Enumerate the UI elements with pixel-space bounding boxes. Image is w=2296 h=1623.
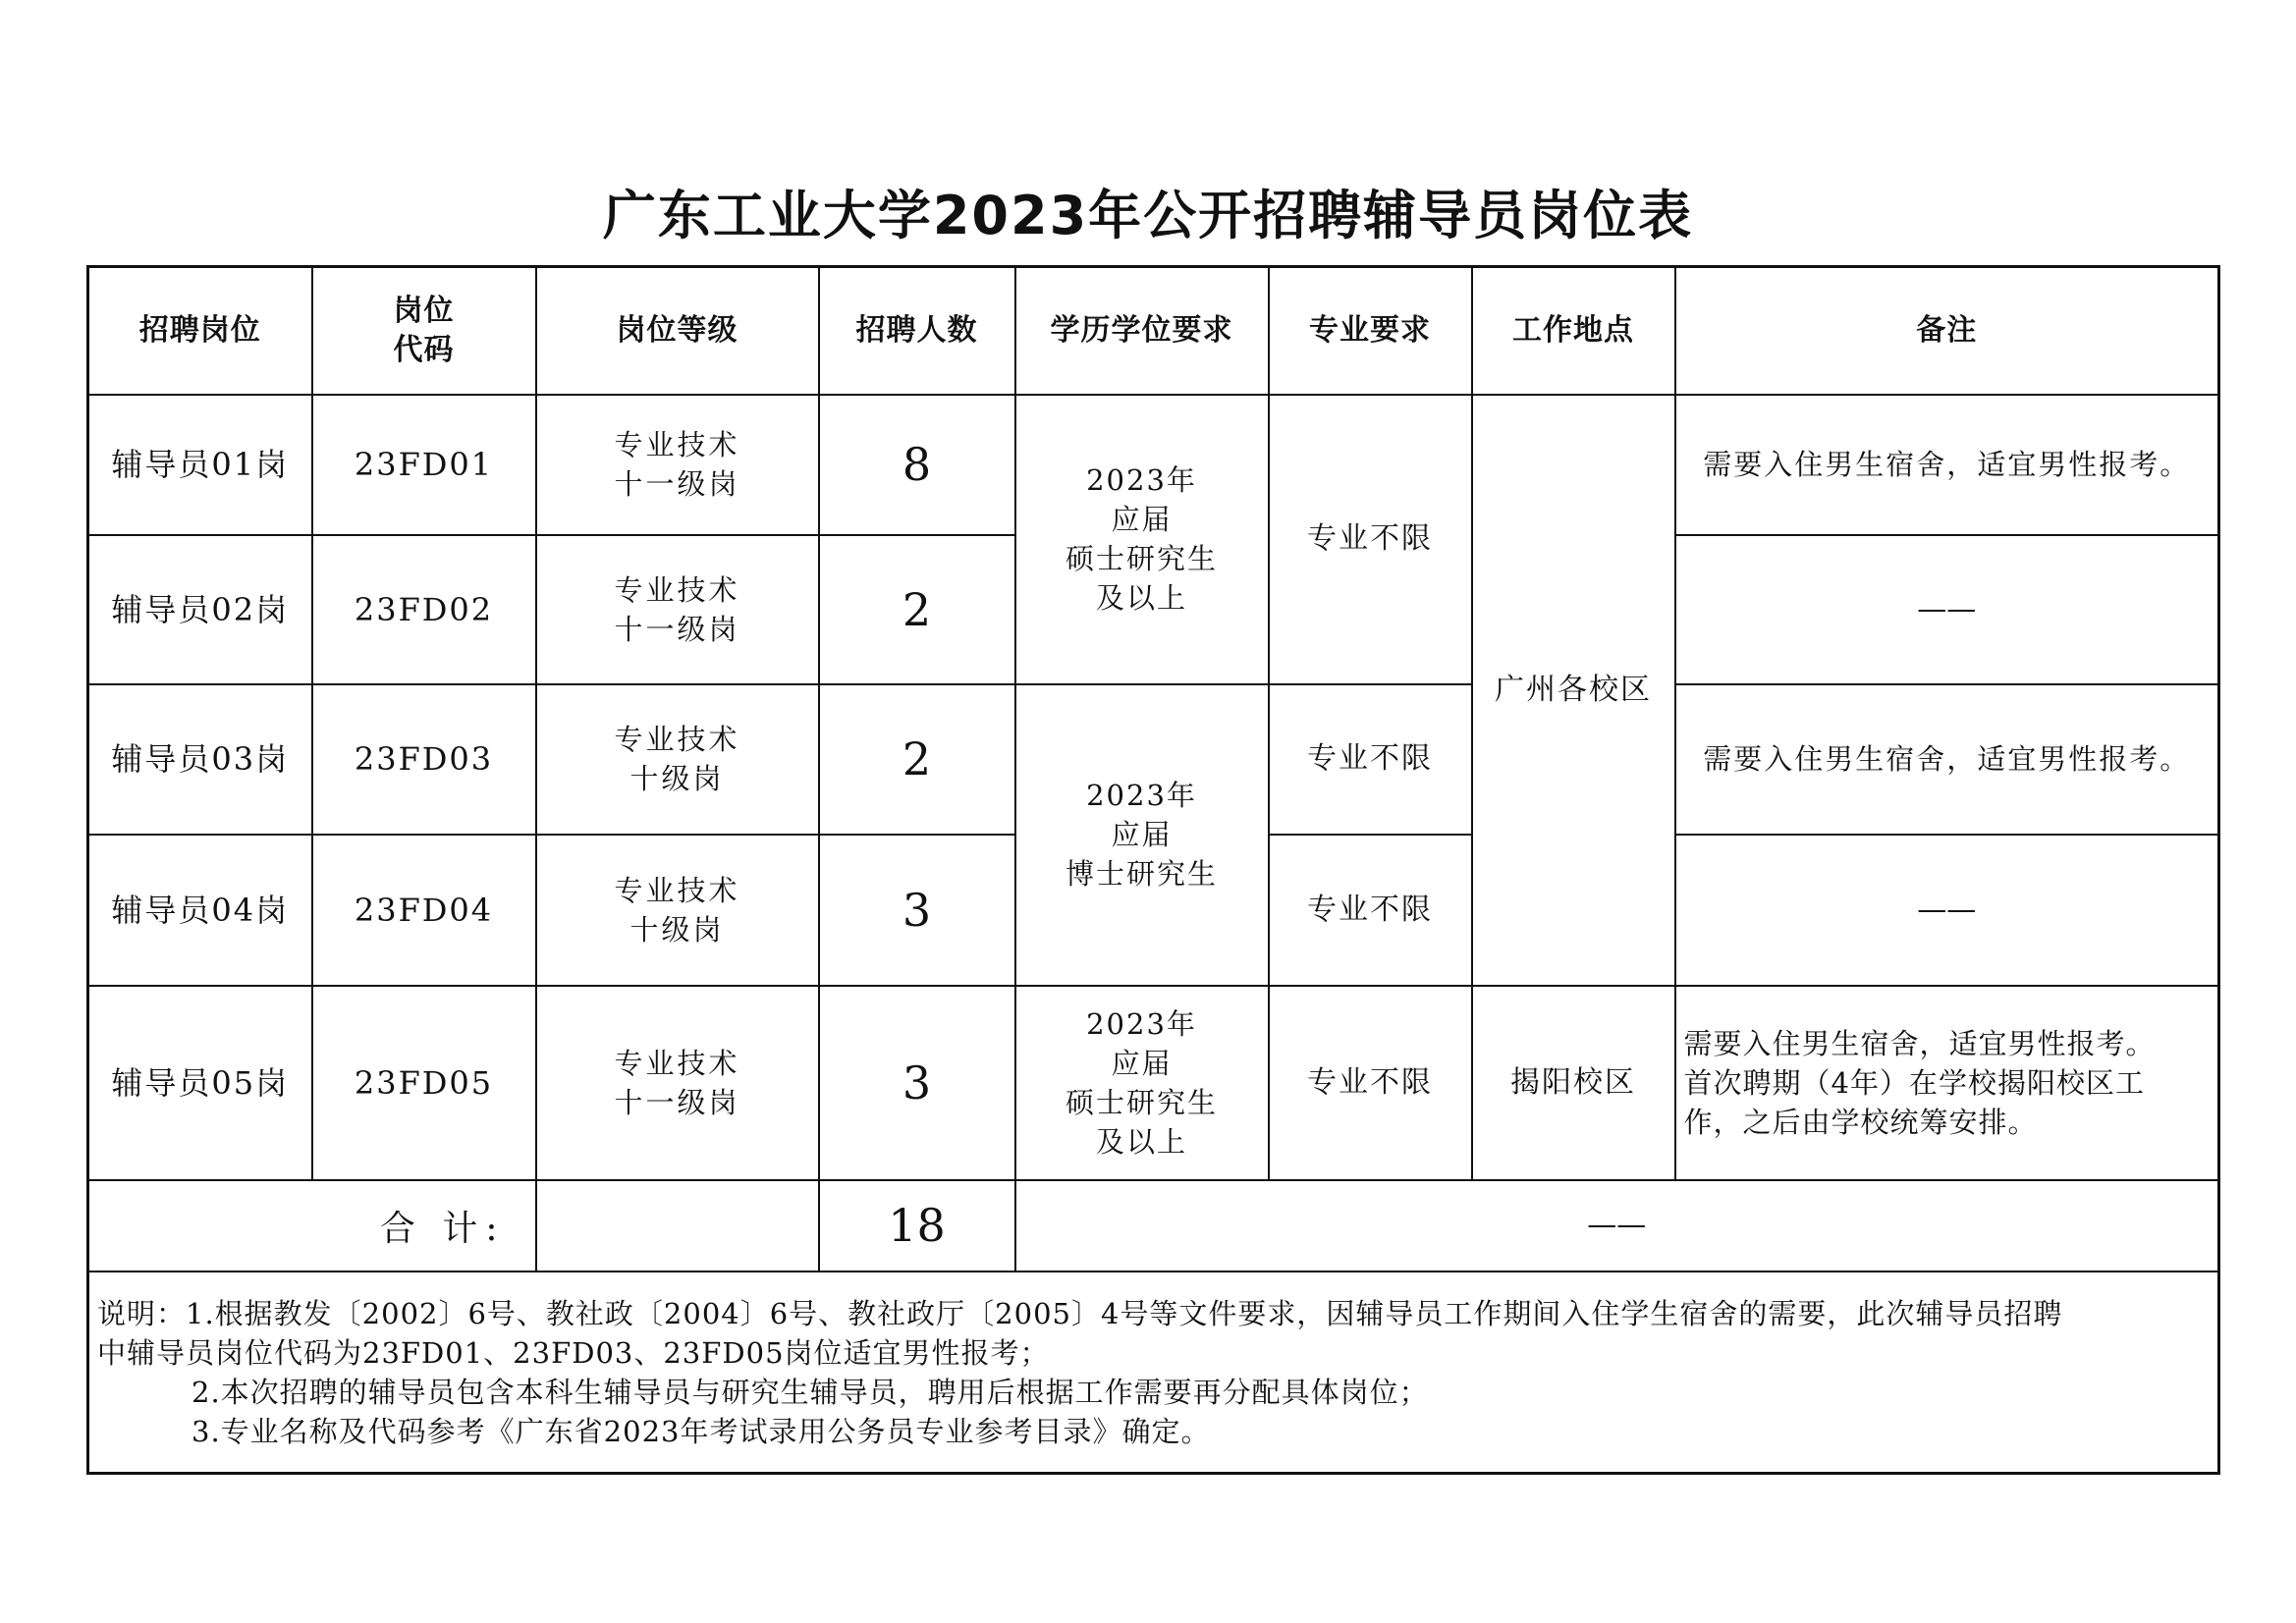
- row4-remark: ——: [1675, 835, 2219, 986]
- row4-grade: [536, 835, 819, 986]
- total-count: 18: [819, 1180, 1015, 1271]
- row3-position: 辅导员03岗: [88, 684, 312, 835]
- edu-a-line2: 应届: [1111, 503, 1173, 536]
- row5-edu-line4: 及以上: [1095, 1124, 1187, 1159]
- row1-count: 8: [819, 395, 1015, 535]
- notes-cell: [88, 1271, 2219, 1474]
- row5-count: 3: [819, 986, 1015, 1180]
- row3-code: 23FD03: [312, 684, 536, 835]
- header-row: [88, 267, 2219, 395]
- row3-grade-line1: 专业技术: [614, 723, 740, 756]
- header-position: 招聘岗位: [88, 267, 312, 395]
- note-line3: 2.本次招聘的辅导员包含本科生辅导员与研究生辅导员，聘用后根据工作需要再分配具体岗位；: [191, 1375, 1429, 1409]
- major-merged-a: 专业不限: [1269, 395, 1472, 684]
- header-remark: 备注: [1675, 267, 2219, 395]
- row5-grade-line1: 专业技术: [614, 1046, 740, 1080]
- note-line4: 3.专业名称及代码参考《广东省2023年考试录用公务员专业参考目录》确定。: [191, 1414, 1211, 1448]
- table-row: [88, 395, 2219, 535]
- total-label: 合 计:: [88, 1180, 536, 1271]
- row1-code: 23FD01: [312, 395, 536, 535]
- row5-edu-line2: 应届: [1111, 1046, 1173, 1080]
- page-title: 广东工业大学2023年公开招聘辅导员岗位表: [602, 185, 1694, 246]
- header-grade: 岗位等级: [536, 267, 819, 395]
- row1-remark: 需要入住男生宿舍，适宜男性报考。: [1675, 395, 2219, 535]
- row5-location: 揭阳校区: [1472, 986, 1675, 1180]
- edu-a-line4: 及以上: [1095, 581, 1187, 615]
- row5-grade-line2: 十一级岗: [614, 1085, 740, 1119]
- row1-grade: [536, 395, 819, 535]
- header-major: 专业要求: [1269, 267, 1472, 395]
- note-line1: 说明：1.根据教发〔2002〕6号、教社政〔2004〕6号、教社政厅〔2005〕4号等文件要求，因辅导员工作期间入住学生宿舍的需要，此次辅导员招聘: [97, 1296, 2063, 1330]
- row3-grade-line2: 十级岗: [629, 762, 725, 795]
- row5-edu-line3: 硕士研究生: [1065, 1085, 1218, 1119]
- row2-grade-line1: 专业技术: [614, 572, 740, 607]
- row5-remark-line3: 作，之后由学校统筹安排。: [1683, 1105, 2038, 1139]
- row4-major: 专业不限: [1269, 835, 1472, 986]
- education-merged-a: [1015, 395, 1269, 684]
- row5-edu-line1: 2023年: [1086, 1006, 1197, 1041]
- row5-position: 辅导员05岗: [88, 986, 312, 1180]
- header-code-line1: 岗位: [393, 293, 455, 328]
- row2-count: 2: [819, 535, 1015, 684]
- header-count: 招聘人数: [819, 267, 1015, 395]
- row3-major: 专业不限: [1269, 684, 1472, 835]
- row4-grade-line1: 专业技术: [614, 873, 740, 907]
- row5-grade: [536, 986, 819, 1180]
- note-line2: 中辅导员岗位代码为23FD01、23FD03、23FD05岗位适宜男性报考；: [97, 1335, 1050, 1370]
- location-merged-a: 广州各校区: [1472, 395, 1675, 986]
- row1-position: 辅导员01岗: [88, 395, 312, 535]
- row3-remark: 需要入住男生宿舍，适宜男性报考。: [1675, 684, 2219, 835]
- edu-b-line1: 2023年: [1086, 779, 1197, 812]
- recruitment-table: [86, 265, 2220, 1475]
- edu-b-line3: 博士研究生: [1065, 857, 1218, 891]
- header-location: 工作地点: [1472, 267, 1675, 395]
- edu-a-line3: 硕士研究生: [1065, 542, 1218, 575]
- row2-code: 23FD02: [312, 535, 536, 684]
- row5-remark: [1675, 986, 2219, 1180]
- header-code: [312, 267, 536, 395]
- row5-education: [1015, 986, 1269, 1180]
- notes-row: [88, 1271, 2219, 1474]
- row2-grade-line2: 十一级岗: [614, 612, 740, 646]
- header-education: 学历学位要求: [1015, 267, 1269, 395]
- row4-code: 23FD04: [312, 835, 536, 986]
- table-row: [88, 986, 2219, 1180]
- row5-remark-line1: 需要入住男生宿舍，适宜男性报考。: [1683, 1026, 2156, 1060]
- row2-position: 辅导员02岗: [88, 535, 312, 684]
- row1-grade-line2: 十一级岗: [614, 467, 740, 501]
- row5-remark-line2: 首次聘期（4年）在学校揭阳校区工: [1683, 1065, 2145, 1100]
- row2-remark: ——: [1675, 535, 2219, 684]
- header-code-line2: 代码: [393, 332, 455, 367]
- row4-grade-line2: 十级岗: [629, 912, 725, 947]
- edu-a-line1: 2023年: [1086, 463, 1197, 497]
- total-row: [88, 1180, 2219, 1271]
- row3-count: 2: [819, 684, 1015, 835]
- row1-grade-line1: 专业技术: [614, 428, 740, 461]
- row4-position: 辅导员04岗: [88, 835, 312, 986]
- total-remark: ——: [1015, 1180, 2219, 1271]
- row5-code: 23FD05: [312, 986, 536, 1180]
- row5-major: 专业不限: [1269, 986, 1472, 1180]
- edu-b-line2: 应届: [1111, 818, 1173, 851]
- total-empty: [536, 1180, 819, 1271]
- table-row: [88, 684, 2219, 835]
- education-merged-b: [1015, 684, 1269, 986]
- row3-grade: [536, 684, 819, 835]
- row2-grade: [536, 535, 819, 684]
- row4-count: 3: [819, 835, 1015, 986]
